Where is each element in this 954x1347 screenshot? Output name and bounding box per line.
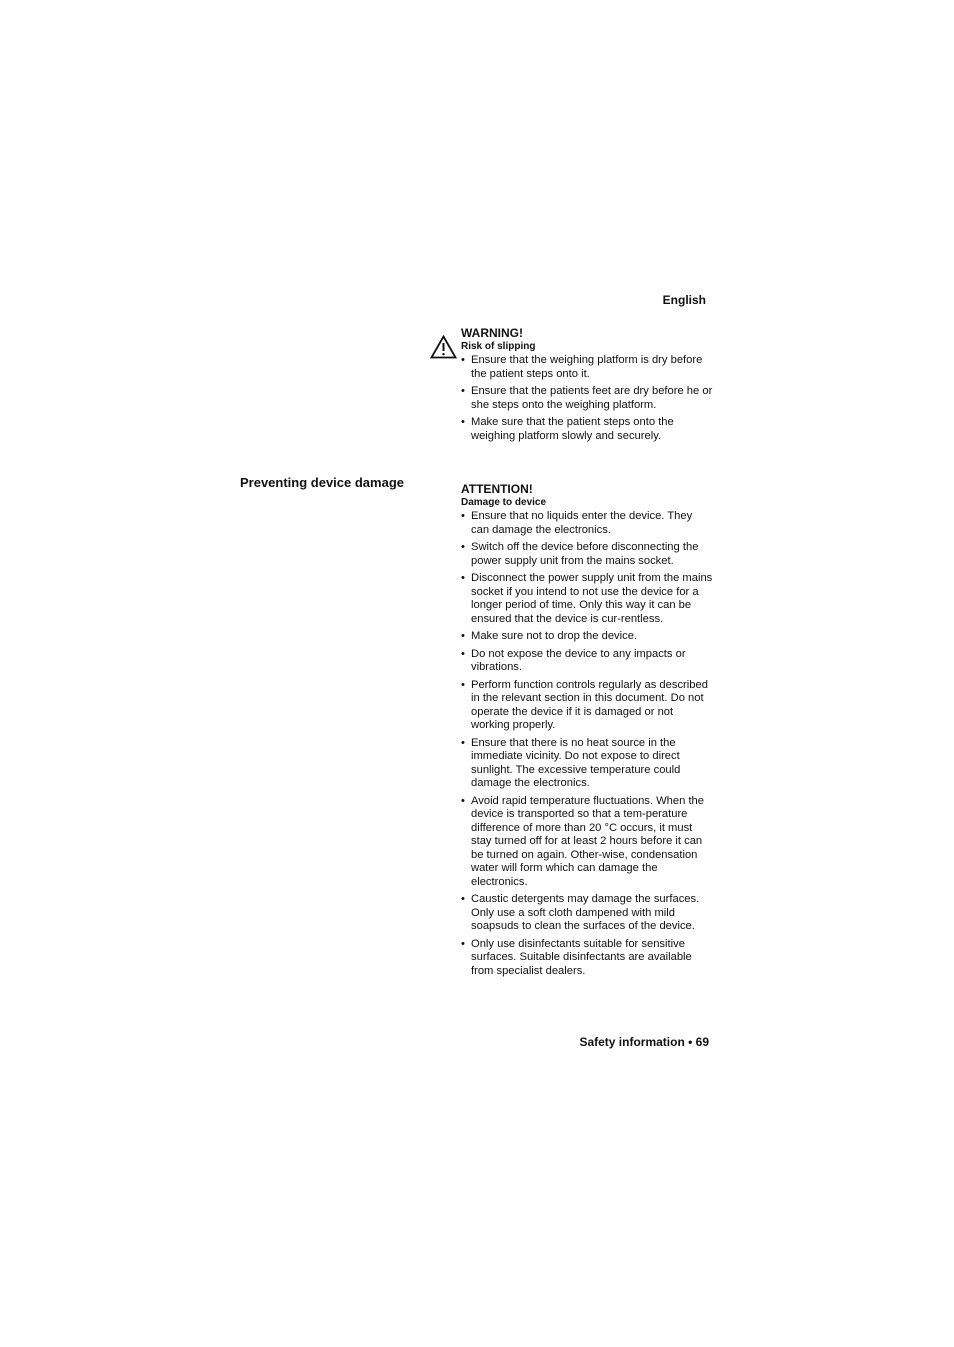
attention-block <box>461 482 713 982</box>
list-item: • Disconnect the power supply unit from the mains socket if you intend to not use the device for a longer period of time. Only this way it can be ensured that the device is cur-rentless. <box>461 572 713 626</box>
list-item: • Ensure that there is no heat source in the immediate vicinity. Do not expose to direct sunlight. The excessive temperature could damage the electronics. <box>461 737 713 791</box>
attention-list <box>461 510 713 978</box>
warning-block <box>461 326 713 447</box>
list-item: • Do not expose the device to any impacts or vibrations. <box>461 648 713 675</box>
list-item: • Switch off the device before disconnecting the power supply unit from the mains socket. <box>461 541 713 568</box>
warning-keyword: WARNING! <box>461 326 523 340</box>
list-item: • Avoid rapid temperature fluctuations. When the device is transported so that a tem-perature difference of more than 20 °C occurs, it must stay turned off for at least 2 hours before it can be turned on again. Other-wise, condensation water will form which can damage the electronics. <box>461 795 713 890</box>
warning-subtitle: Risk of slipping <box>461 341 536 352</box>
list-item: • Make sure not to drop the device. <box>461 630 713 644</box>
list-item: • Ensure that no liquids enter the device. They can damage the electronics. <box>461 510 713 537</box>
list-item: • Ensure that the patients feet are dry before he or she steps onto the weighing platform. <box>461 385 713 412</box>
language-label: English <box>662 293 706 307</box>
attention-keyword: ATTENTION! <box>461 482 533 496</box>
list-item: • Make sure that the patient steps onto the weighing platform slowly and securely. <box>461 416 713 443</box>
attention-subtitle: Damage to device <box>461 497 547 508</box>
list-item: • Perform function controls regularly as described in the relevant section in this document. Do not operate the device if it is damaged or not working properly. <box>461 679 713 733</box>
page-footer: Safety information • 69 <box>579 1035 709 1049</box>
section-heading: Preventing device damage <box>239 475 404 490</box>
list-item: • Only use disinfectants suitable for sensitive surfaces. Suitable disinfectants are available from specialist dealers. <box>461 938 713 979</box>
list-item: • Ensure that the weighing platform is dry before the patient steps onto it. <box>461 354 713 381</box>
list-item: • Caustic detergents may damage the surfaces. Only use a soft cloth dampened with mild soapsuds to clean the surfaces of the device. <box>461 893 713 934</box>
warning-triangle-icon <box>430 335 457 359</box>
warning-list <box>461 354 713 443</box>
